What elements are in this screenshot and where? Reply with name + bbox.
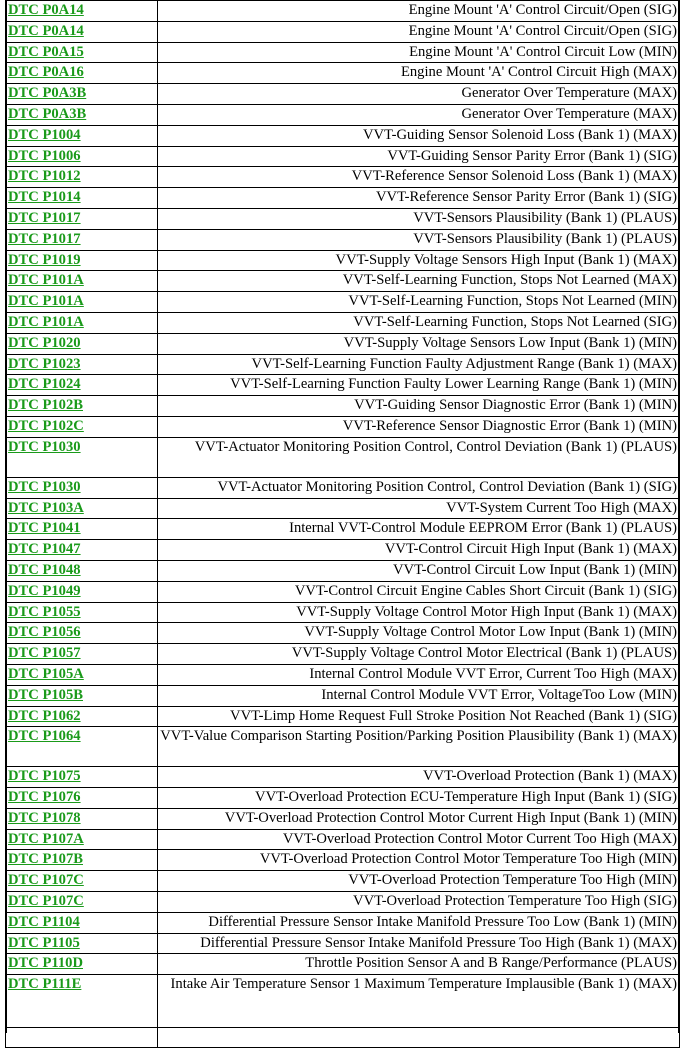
dtc-description: VVT-Reference Sensor Parity Error (Bank 1) (SIG) [158, 188, 680, 209]
dtc-code-cell [6, 250, 158, 271]
table-row [6, 829, 680, 850]
table-row [6, 602, 680, 623]
dtc-description: Engine Mount 'A' Control Circuit Low (MIN) [158, 42, 680, 63]
dtc-description: Intake Air Temperature Sensor 1 Maximum Temperature Implausible (Bank 1) (MAX) [158, 975, 680, 1028]
dtc-code-cell [6, 21, 158, 42]
table-row [6, 416, 680, 437]
dtc-code-link[interactable]: DTC P1075 [8, 768, 81, 785]
dtc-code-cell [6, 912, 158, 933]
dtc-code-link[interactable]: DTC P1078 [8, 809, 81, 826]
table-row [6, 292, 680, 313]
dtc-code-cell [6, 727, 158, 767]
dtc-code-link[interactable]: DTC P105A [8, 665, 84, 682]
dtc-code-cell [6, 354, 158, 375]
dtc-code-link[interactable]: DTC P1023 [8, 355, 81, 372]
dtc-code-cell [6, 954, 158, 975]
table-row [6, 519, 680, 540]
dtc-description: Generator Over Temperature (MAX) [158, 104, 680, 125]
dtc-code-link[interactable]: DTC P1019 [8, 251, 81, 268]
table-row [6, 623, 680, 644]
table-row [6, 208, 680, 229]
dtc-code-link[interactable]: DTC P107B [8, 851, 83, 868]
dtc-description: VVT-Supply Voltage Control Motor High Input (Bank 1) (MAX) [158, 602, 680, 623]
dtc-description: Internal Control Module VVT Error, Current Too High (MAX) [158, 664, 680, 685]
dtc-description: VVT-Reference Sensor Solenoid Loss (Bank 1) (MAX) [158, 167, 680, 188]
dtc-code-cell [6, 602, 158, 623]
dtc-code-link[interactable]: DTC P0A15 [8, 43, 84, 60]
dtc-description: VVT-Self-Learning Function, Stops Not Learned (MIN) [158, 292, 680, 313]
dtc-description: VVT-Supply Voltage Sensors High Input (Bank 1) (MAX) [158, 250, 680, 271]
dtc-code-cell [6, 540, 158, 561]
dtc-code-cell [6, 933, 158, 954]
table-row [6, 767, 680, 788]
table-row [6, 788, 680, 809]
dtc-code-cell [6, 229, 158, 250]
table-row [6, 188, 680, 209]
dtc-code-link[interactable]: DTC P1004 [8, 126, 81, 143]
table-row [6, 333, 680, 354]
dtc-description: VVT-Control Circuit Engine Cables Short Circuit (Bank 1) (SIG) [158, 581, 680, 602]
dtc-code-link[interactable]: DTC P101A [8, 293, 84, 310]
dtc-code-cell [6, 125, 158, 146]
dtc-code-link[interactable]: DTC P1105 [8, 934, 80, 951]
dtc-code-cell [6, 416, 158, 437]
dtc-code-cell [6, 706, 158, 727]
dtc-code-link[interactable]: DTC P1014 [8, 189, 81, 206]
dtc-code-link[interactable]: DTC P111E [8, 976, 82, 993]
dtc-code-link[interactable]: DTC P103A [8, 499, 84, 516]
dtc-code-link[interactable]: DTC P1064 [8, 728, 81, 745]
dtc-code-cell [6, 477, 158, 498]
dtc-code-cell [6, 581, 158, 602]
dtc-description: VVT-Value Comparison Starting Position/Parking Position Plausibility (Bank 1) (MAX) [158, 727, 680, 767]
dtc-code-cell [6, 975, 158, 1028]
dtc-code-link[interactable]: DTC P1057 [8, 645, 81, 662]
table-row [6, 84, 680, 105]
table-row [6, 1, 680, 22]
dtc-description: VVT-Self-Learning Function, Stops Not Learned (MAX) [158, 271, 680, 292]
dtc-code-link[interactable]: DTC P1062 [8, 707, 81, 724]
dtc-code-link[interactable]: DTC P1017 [8, 209, 81, 226]
dtc-description: VVT-Overload Protection Control Motor Current High Input (Bank 1) (MIN) [158, 808, 680, 829]
dtc-description: Differential Pressure Sensor Intake Manifold Pressure Too High (Bank 1) (MAX) [158, 933, 680, 954]
table-row [6, 104, 680, 125]
dtc-code-cell [6, 167, 158, 188]
dtc-code-cell [6, 644, 158, 665]
dtc-code-cell [6, 1028, 158, 1048]
dtc-code-link[interactable]: DTC P1012 [8, 168, 81, 185]
dtc-description: VVT-Overload Protection Control Motor Temperature Too High (MIN) [158, 850, 680, 871]
table-row [6, 892, 680, 913]
dtc-code-link[interactable]: DTC P101A [8, 313, 84, 330]
dtc-description: VVT-Supply Voltage Control Motor Electrical (Bank 1) (PLAUS) [158, 644, 680, 665]
dtc-code-link[interactable]: DTC P1020 [8, 334, 81, 351]
dtc-code-cell [6, 437, 158, 477]
dtc-code-cell [6, 623, 158, 644]
dtc-code-cell [6, 292, 158, 313]
dtc-description: Throttle Position Sensor A and B Range/Performance (PLAUS) [158, 954, 680, 975]
dtc-code-link[interactable]: DTC P1030 [8, 478, 81, 495]
table-row [6, 975, 680, 1028]
dtc-description: Engine Mount 'A' Control Circuit/Open (SIG) [158, 21, 680, 42]
table-row [6, 560, 680, 581]
dtc-code-cell [6, 188, 158, 209]
dtc-description: VVT-Guiding Sensor Solenoid Loss (Bank 1) (MAX) [158, 125, 680, 146]
dtc-description: VVT-Self-Learning Function Faulty Adjustment Range (Bank 1) (MAX) [158, 354, 680, 375]
dtc-code-cell [6, 871, 158, 892]
dtc-code-cell [6, 42, 158, 63]
dtc-description: Engine Mount 'A' Control Circuit/Open (SIG) [158, 1, 680, 22]
dtc-code-cell [6, 560, 158, 581]
table-row [6, 706, 680, 727]
dtc-code-link[interactable]: DTC P1055 [8, 603, 81, 620]
dtc-code-link[interactable]: DTC P0A3B [8, 85, 87, 102]
dtc-table [5, 0, 680, 1048]
dtc-code-link[interactable]: DTC P105B [8, 686, 83, 703]
table-row [6, 354, 680, 375]
dtc-code-cell [6, 312, 158, 333]
table-row [6, 21, 680, 42]
dtc-code-link[interactable]: DTC P110D [8, 955, 83, 972]
table-row [6, 498, 680, 519]
table-row [6, 42, 680, 63]
dtc-code-link[interactable]: DTC P1104 [8, 913, 80, 930]
dtc-code-link[interactable]: DTC P107C [8, 872, 84, 889]
table-row [6, 644, 680, 665]
dtc-code-cell [6, 829, 158, 850]
dtc-code-cell [6, 808, 158, 829]
dtc-code-link[interactable]: DTC P107C [8, 893, 84, 910]
table-row [6, 250, 680, 271]
table-row [6, 912, 680, 933]
dtc-description [158, 1028, 680, 1048]
dtc-description: VVT-Self-Learning Function, Stops Not Learned (SIG) [158, 312, 680, 333]
dtc-code-link[interactable]: DTC P1076 [8, 789, 81, 806]
dtc-code-link[interactable]: DTC P0A14 [8, 22, 84, 39]
dtc-code-cell [6, 63, 158, 84]
table-row [6, 933, 680, 954]
dtc-code-link[interactable]: DTC P1017 [8, 230, 81, 247]
dtc-description: Differential Pressure Sensor Intake Manifold Pressure Too Low (Bank 1) (MIN) [158, 912, 680, 933]
table-row [6, 396, 680, 417]
dtc-code-cell [6, 850, 158, 871]
dtc-description: VVT-Overload Protection Temperature Too High (MIN) [158, 871, 680, 892]
table-row [6, 540, 680, 561]
dtc-description: Engine Mount 'A' Control Circuit High (MAX) [158, 63, 680, 84]
table-row [6, 63, 680, 84]
dtc-description: VVT-Control Circuit High Input (Bank 1) (MAX) [158, 540, 680, 561]
dtc-code-link[interactable]: DTC P1024 [8, 376, 81, 393]
dtc-code-link[interactable]: DTC P1056 [8, 624, 81, 641]
dtc-description: VVT-Guiding Sensor Parity Error (Bank 1) (SIG) [158, 146, 680, 167]
dtc-code-cell [6, 208, 158, 229]
dtc-description: VVT-Overload Protection (Bank 1) (MAX) [158, 767, 680, 788]
dtc-description: VVT-Reference Sensor Diagnostic Error (Bank 1) (MIN) [158, 416, 680, 437]
dtc-description: VVT-System Current Too High (MAX) [158, 498, 680, 519]
dtc-code-cell [6, 498, 158, 519]
dtc-code-link[interactable]: DTC P0A16 [8, 64, 84, 81]
dtc-code-link[interactable]: DTC P1030 [8, 438, 81, 455]
table-row [6, 146, 680, 167]
dtc-description: VVT-Sensors Plausibility (Bank 1) (PLAUS) [158, 208, 680, 229]
dtc-code-cell [6, 892, 158, 913]
table-row [6, 808, 680, 829]
dtc-code-cell [6, 333, 158, 354]
table-row [6, 664, 680, 685]
dtc-description: VVT-Actuator Monitoring Position Control, Control Deviation (Bank 1) (SIG) [158, 477, 680, 498]
table-row [6, 271, 680, 292]
table-row [6, 375, 680, 396]
dtc-code-link[interactable]: DTC P1006 [8, 147, 81, 164]
dtc-description: VVT-Sensors Plausibility (Bank 1) (PLAUS) [158, 229, 680, 250]
dtc-code-link[interactable]: DTC P1049 [8, 582, 81, 599]
dtc-description: VVT-Guiding Sensor Diagnostic Error (Bank 1) (MIN) [158, 396, 680, 417]
dtc-code-link[interactable]: DTC P1047 [8, 541, 81, 558]
dtc-code-cell [6, 664, 158, 685]
table-row [6, 229, 680, 250]
dtc-description: VVT-Control Circuit Low Input (Bank 1) (MIN) [158, 560, 680, 581]
table-row [6, 1028, 680, 1048]
dtc-code-cell [6, 396, 158, 417]
dtc-table-body [6, 1, 680, 1048]
dtc-description: VVT-Overload Protection Temperature Too High (SIG) [158, 892, 680, 913]
table-row [6, 850, 680, 871]
dtc-description: VVT-Limp Home Request Full Stroke Position Not Reached (Bank 1) (SIG) [158, 706, 680, 727]
dtc-description: VVT-Supply Voltage Control Motor Low Input (Bank 1) (MIN) [158, 623, 680, 644]
table-row [6, 871, 680, 892]
table-row [6, 581, 680, 602]
table-row [6, 125, 680, 146]
dtc-code-cell [6, 146, 158, 167]
dtc-code-cell [6, 788, 158, 809]
table-row [6, 167, 680, 188]
table-row [6, 312, 680, 333]
dtc-description: VVT-Self-Learning Function Faulty Lower Learning Range (Bank 1) (MIN) [158, 375, 680, 396]
dtc-code-link[interactable]: DTC P102B [8, 397, 83, 414]
dtc-code-link[interactable]: DTC P1048 [8, 561, 81, 578]
dtc-code-cell [6, 104, 158, 125]
dtc-code-link[interactable]: DTC P107A [8, 830, 84, 847]
table-row [6, 685, 680, 706]
table-row [6, 477, 680, 498]
dtc-code-cell [6, 767, 158, 788]
dtc-code-link[interactable]: DTC P1041 [8, 520, 81, 537]
dtc-description: Internal Control Module VVT Error, VoltageToo Low (MIN) [158, 685, 680, 706]
table-row [6, 437, 680, 477]
dtc-code-cell [6, 519, 158, 540]
dtc-description: VVT-Overload Protection ECU-Temperature High Input (Bank 1) (SIG) [158, 788, 680, 809]
dtc-code-cell [6, 1, 158, 22]
dtc-code-cell [6, 271, 158, 292]
table-row [6, 954, 680, 975]
dtc-description: VVT-Supply Voltage Sensors Low Input (Bank 1) (MIN) [158, 333, 680, 354]
dtc-code-cell [6, 375, 158, 396]
dtc-code-link[interactable]: DTC P101A [8, 272, 84, 289]
dtc-code-link[interactable]: DTC P0A14 [8, 2, 84, 18]
dtc-description: VVT-Overload Protection Control Motor Current Too High (MAX) [158, 829, 680, 850]
dtc-description: Internal VVT-Control Module EEPROM Error (Bank 1) (PLAUS) [158, 519, 680, 540]
table-row [6, 727, 680, 767]
dtc-code-link[interactable]: DTC P0A3B [8, 105, 87, 122]
dtc-description: VVT-Actuator Monitoring Position Control, Control Deviation (Bank 1) (PLAUS) [158, 437, 680, 477]
dtc-description: Generator Over Temperature (MAX) [158, 84, 680, 105]
dtc-code-cell [6, 685, 158, 706]
dtc-code-link[interactable]: DTC P102C [8, 417, 84, 434]
dtc-code-cell [6, 84, 158, 105]
